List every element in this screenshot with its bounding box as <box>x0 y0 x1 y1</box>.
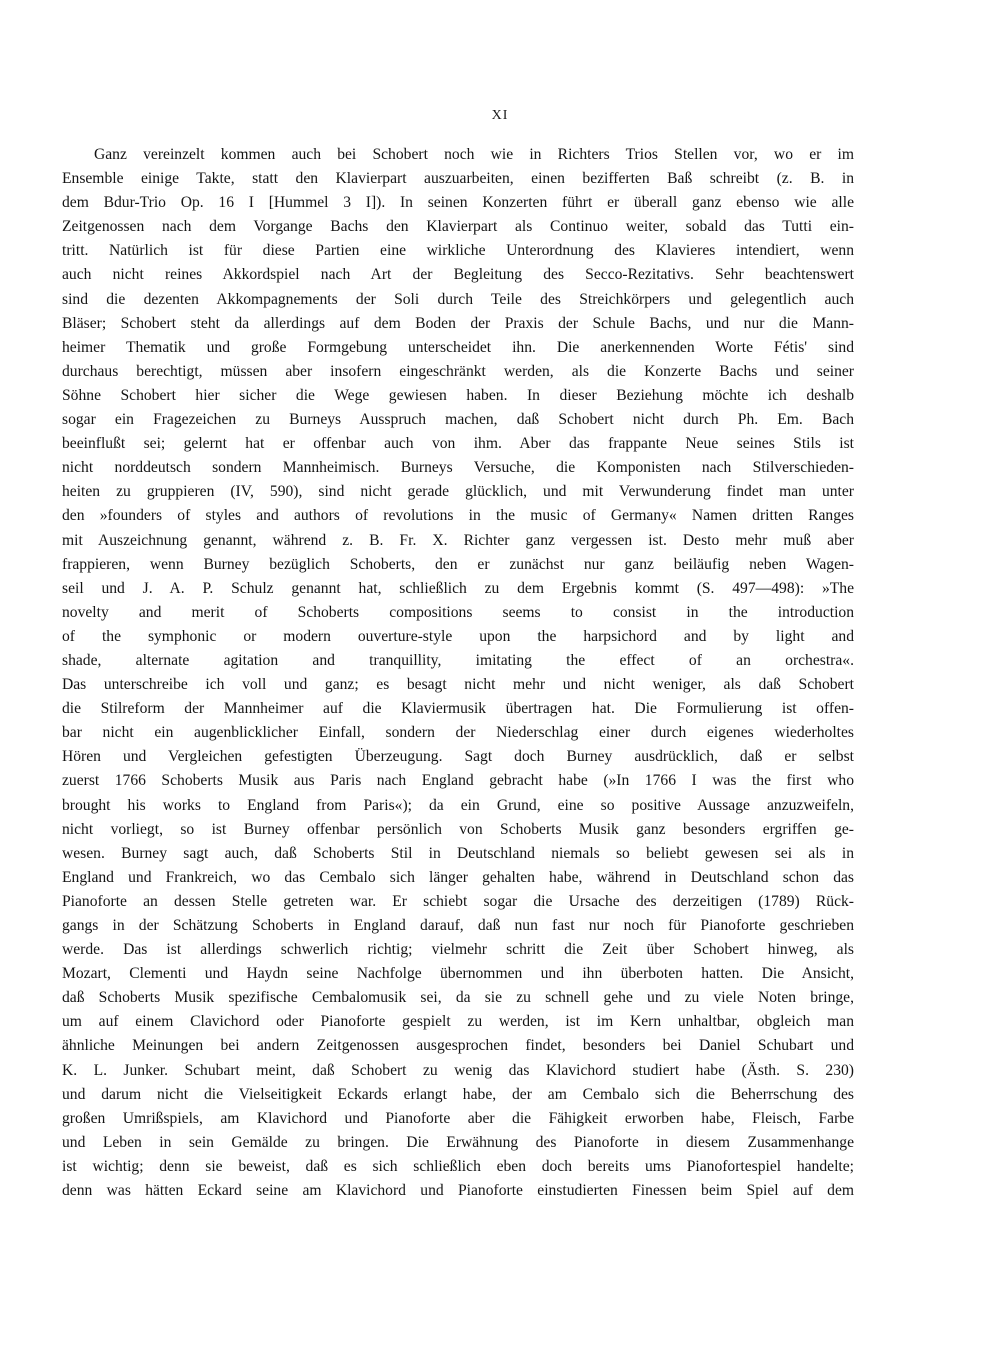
text-line: ist wichtig; denn sie beweist, daß es sich schließlich eben doch bereits ums Pianofortespiel handelte; <box>62 1157 854 1175</box>
text-line: heimer Thematik und große Formgebung unterscheidet ihn. Die anerkennenden Worte Fétis' sind <box>62 338 854 356</box>
text-line: shade, alternate agitation and tranquillity, imitating the effect of an orchestra«. <box>62 651 854 669</box>
text-line: tritt. Natürlich ist für diese Partien eine wirkliche Unterordnung des Klavieres intendiert, wenn <box>62 242 854 260</box>
text-line: werde. Das ist allerdings schwerlich richtig; vielmehr schritt die Zeit über Schobert hinweg, als <box>62 941 854 959</box>
text-line: Söhne Schobert hier sicher die Wege gewiesen haben. In dieser Beziehung möchte ich deshalb <box>62 386 854 404</box>
text-line: sind die dezenten Akkompagnements der Soli durch Teile des Streichkörpers und gelegentlich auch <box>62 290 854 308</box>
text-line: novelty and merit of Schoberts compositions seems to consist in the introduction <box>62 603 854 621</box>
text-line: of the symphonic or modern ouverture-style upon the harpsichord and by light and <box>62 627 854 645</box>
text-line: Das unterschreibe ich voll und ganz; es besagt nicht mehr und nicht weniger, als daß Schobert <box>62 676 854 694</box>
text-line: beeinflußt sei; gelernt hat er offenbar auch von ihm. Aber das frappante Neue seines Stils ist <box>62 435 854 453</box>
text-line: Hören und Vergleichen gefestigten Überzeugung. Sagt doch Burney ausdrücklich, daß er selbst <box>62 748 854 766</box>
text-line: nicht norddeutsch sondern Mannheimisch. Burneys Versuche, die Komponisten nach Stilverschieden- <box>62 459 854 477</box>
body-text <box>62 143 854 1203</box>
page-number: XI <box>491 108 509 123</box>
text-line: großen Umrißspiels, am Klavichord und Pianoforte aber die Fähigkeit erworben habe, Fleisch, Farbe <box>62 1109 854 1127</box>
text-line: um auf einem Clavichord oder Pianoforte gespielt zu werden, ist im Kern unhaltbar, obgleich man <box>62 1013 854 1031</box>
text-line: wesen. Burney sagt auch, daß Schoberts Stil in Deutschland niemals so beliebt gewesen sei als in <box>62 844 854 862</box>
text-line: sogar ein Fragezeichen zu Burneys Ausspruch machen, daß Schobert nicht durch Ph. Em. Bach <box>62 411 854 429</box>
text-line: mit Auszeichnung genannt, während z. B. Fr. X. Richter ganz vergessen ist. Desto mehr muß aber <box>62 531 854 549</box>
text-line: heiten zu gruppieren (IV, 590), sind nicht gerade glücklich, und mit Verwunderung findet man unter <box>62 483 854 501</box>
text-line: bar nicht ein augenblicklicher Einfall, sondern der Niederschlag einer durch eigenes wiederholtes <box>62 724 854 742</box>
text-line: und Leben in sein Gemälde zu bringen. Die Erwähnung des Pianoforte in diesem Zusammenhange <box>62 1133 854 1151</box>
text-line: Zeitgenossen nach dem Vorgange Bachs den Klavierpart als Continuo weiter, sobald das Tutti ein- <box>62 218 854 236</box>
text-line: Ganz vereinzelt kommen auch bei Schobert noch wie in Richters Trios Stellen vor, wo er im <box>94 146 854 163</box>
text-line: Mozart, Clementi und Haydn seine Nachfolge übernommen und ihn überboten hatten. Die Ansicht, <box>62 965 854 983</box>
text-line: dem Bdur-Trio Op. 16 I [Hummel 3 I]). In seinen Konzerten führt er überall ganz ebenso wie alle <box>62 194 854 212</box>
text-line: zuerst 1766 Schoberts Musik aus Paris nach England gebracht habe (»In 1766 I was the first who <box>62 772 854 790</box>
text-line: durchaus berechtigt, müssen aber insofern eingeschränkt werden, als die Konzerte Bachs und seiner <box>62 362 854 380</box>
text-line: ähnliche Meinungen bei andern Zeitgenossen ausgesprochen findet, besonders bei Daniel Schubart und <box>62 1037 854 1055</box>
text-line: und darum nicht die Vielseitigkeit Eckards erlangt habe, der am Cembalo sich die Beherrschung des <box>62 1085 854 1103</box>
text-line: Bläser; Schobert steht da allerdings auf dem Boden der Praxis der Schule Bachs, und nur die Mann- <box>62 314 854 332</box>
text-line: seil und J. A. P. Schulz genannt hat, schließlich zu dem Ergebnis kommt (S. 497—498): »The <box>62 579 854 597</box>
text-line: K. L. Junker. Schubart meint, daß Schobert zu wenig das Klavichord studiert habe (Ästh. S. 230) <box>62 1061 854 1079</box>
text-line: England und Frankreich, wo das Cembalo sich länger gehalten habe, während in Deutschland schon das <box>62 868 854 886</box>
text-line: frappieren, wenn Burney bezüglich Schoberts, den er zunächst nur ganz beiläufig neben Wagen- <box>62 555 854 573</box>
text-line: denn was hätten Eckard seine am Klavichord und Pianoforte einstudierten Finessen beim Spiel auf dem <box>62 1182 854 1200</box>
text-line: daß Schoberts Musik spezifische Cembalomusik sei, da sie zu schnell gehe und zu viele Noten bringe, <box>62 989 854 1007</box>
text-line: die Stilreform der Mannheimer auf die Klaviermusik übertragen hat. Die Formulierung ist offen- <box>62 700 854 718</box>
text-line: gangs in der Schätzung Schoberts in England darauf, daß nun fast nur noch für Pianoforte geschrieben <box>62 917 854 934</box>
text-line: Pianoforte an dessen Stelle getreten war. Er schiebt sogar die Ursache des derzeitigen (1789) Rück- <box>62 892 854 910</box>
text-line: Ensemble einige Takte, statt den Klavierpart auszuarbeiten, einen bezifferten Baß schreibt (z. B. in <box>62 170 854 188</box>
text-line: auch nicht reines Akkordspiel nach Art der Begleitung des Secco-Rezitativs. Sehr beachtenswert <box>62 266 854 284</box>
text-line: brought his works to England from Paris«); da ein Grund, eine so positive Aussage anzuzweifeln, <box>62 796 854 814</box>
text-line: nicht vorliegt, so ist Burney offenbar persönlich von Schoberts Musik ganz besonders ergriffen ge- <box>62 820 854 838</box>
text-line: den »founders of styles and authors of revolutions in the music of Germany« Namen dritten Ranges <box>62 507 854 525</box>
